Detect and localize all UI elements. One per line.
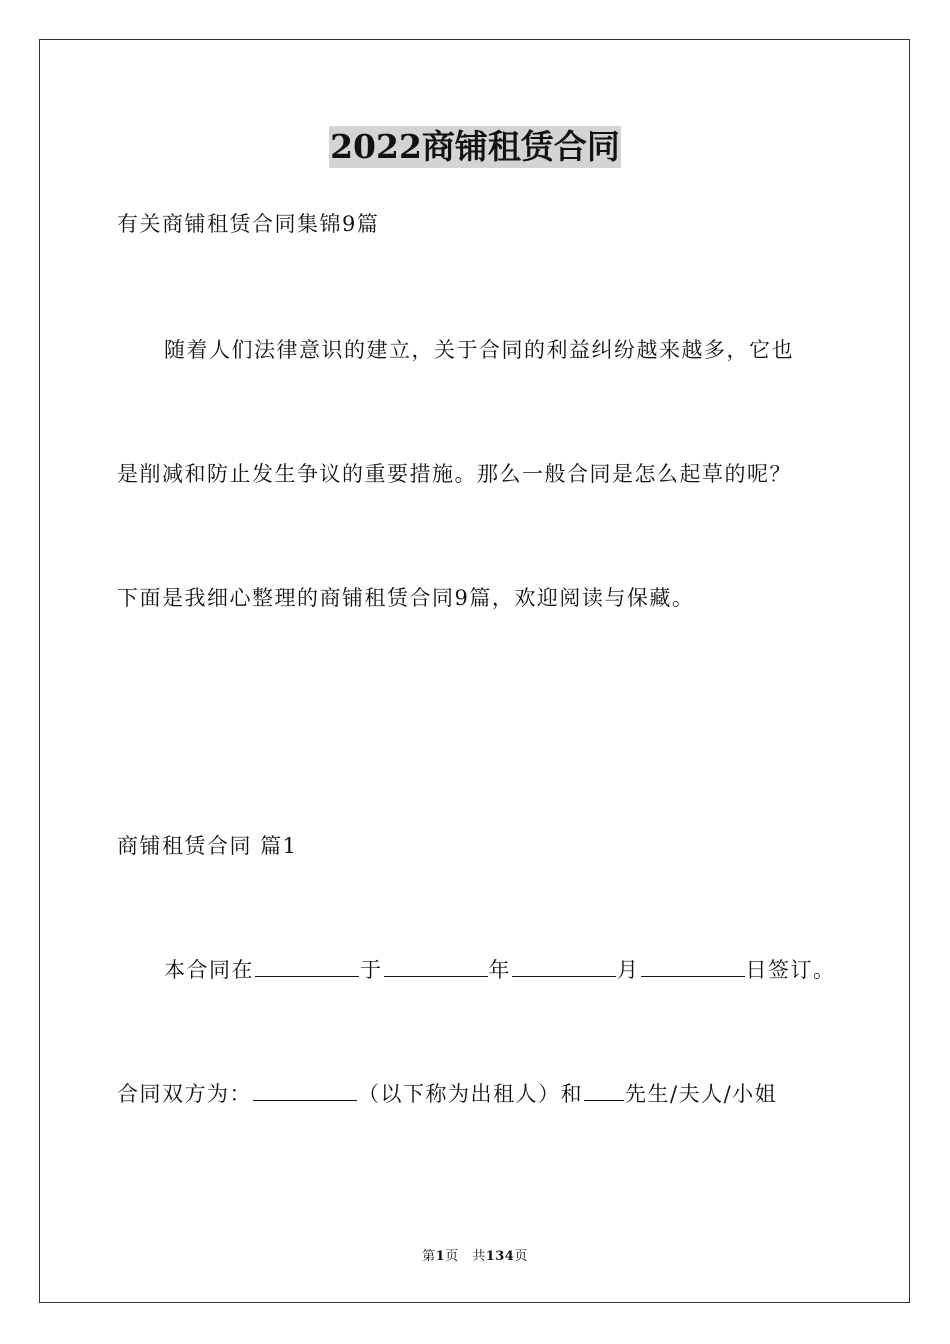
blank-lessor [253,1080,357,1101]
section-heading: 商铺租赁合同 篇1 [117,834,298,858]
intro-line-1: 随着人们法律意识的建立，关于合同的利益纠纷越来越多，它也 [164,338,794,362]
intro-line-2: 是削减和防止发生争议的重要措施。那么一般合同是怎么起草的呢？ [117,462,792,486]
blank-lessee [584,1080,624,1101]
footer-text: 第 [422,1249,436,1264]
blank-year [384,956,488,977]
footer-page-number: 1 [435,1249,446,1264]
clause-text: 先生/夫人/小姐 [625,1082,778,1106]
footer-total-pages: 134 [485,1249,515,1264]
page-footer [0,1248,950,1266]
footer-text: 页 共 [445,1249,486,1264]
footer-text: 页 [514,1249,528,1264]
clause-signing-date [164,956,836,984]
blank-month [512,956,616,977]
clause-text: （以下称为出租人）和 [358,1082,583,1106]
clause-text: 于 [360,958,383,982]
blank-day [641,956,745,977]
clause-parties [117,1080,777,1108]
clause-text: 年 [488,958,511,982]
clause-text: 本合同在 [164,958,254,982]
title-container [0,126,950,168]
clause-text: 月 [617,958,640,982]
clause-text: 日签订。 [745,958,836,982]
clause-text: 合同双方为： [117,1082,252,1106]
document-title: 2022商铺租赁合同 [330,127,620,166]
document-subtitle: 有关商铺租赁合同集锦9篇 [117,212,380,236]
intro-line-3: 下面是我细心整理的商铺租赁合同9篇，欢迎阅读与保藏。 [117,586,695,610]
blank-location [255,956,359,977]
